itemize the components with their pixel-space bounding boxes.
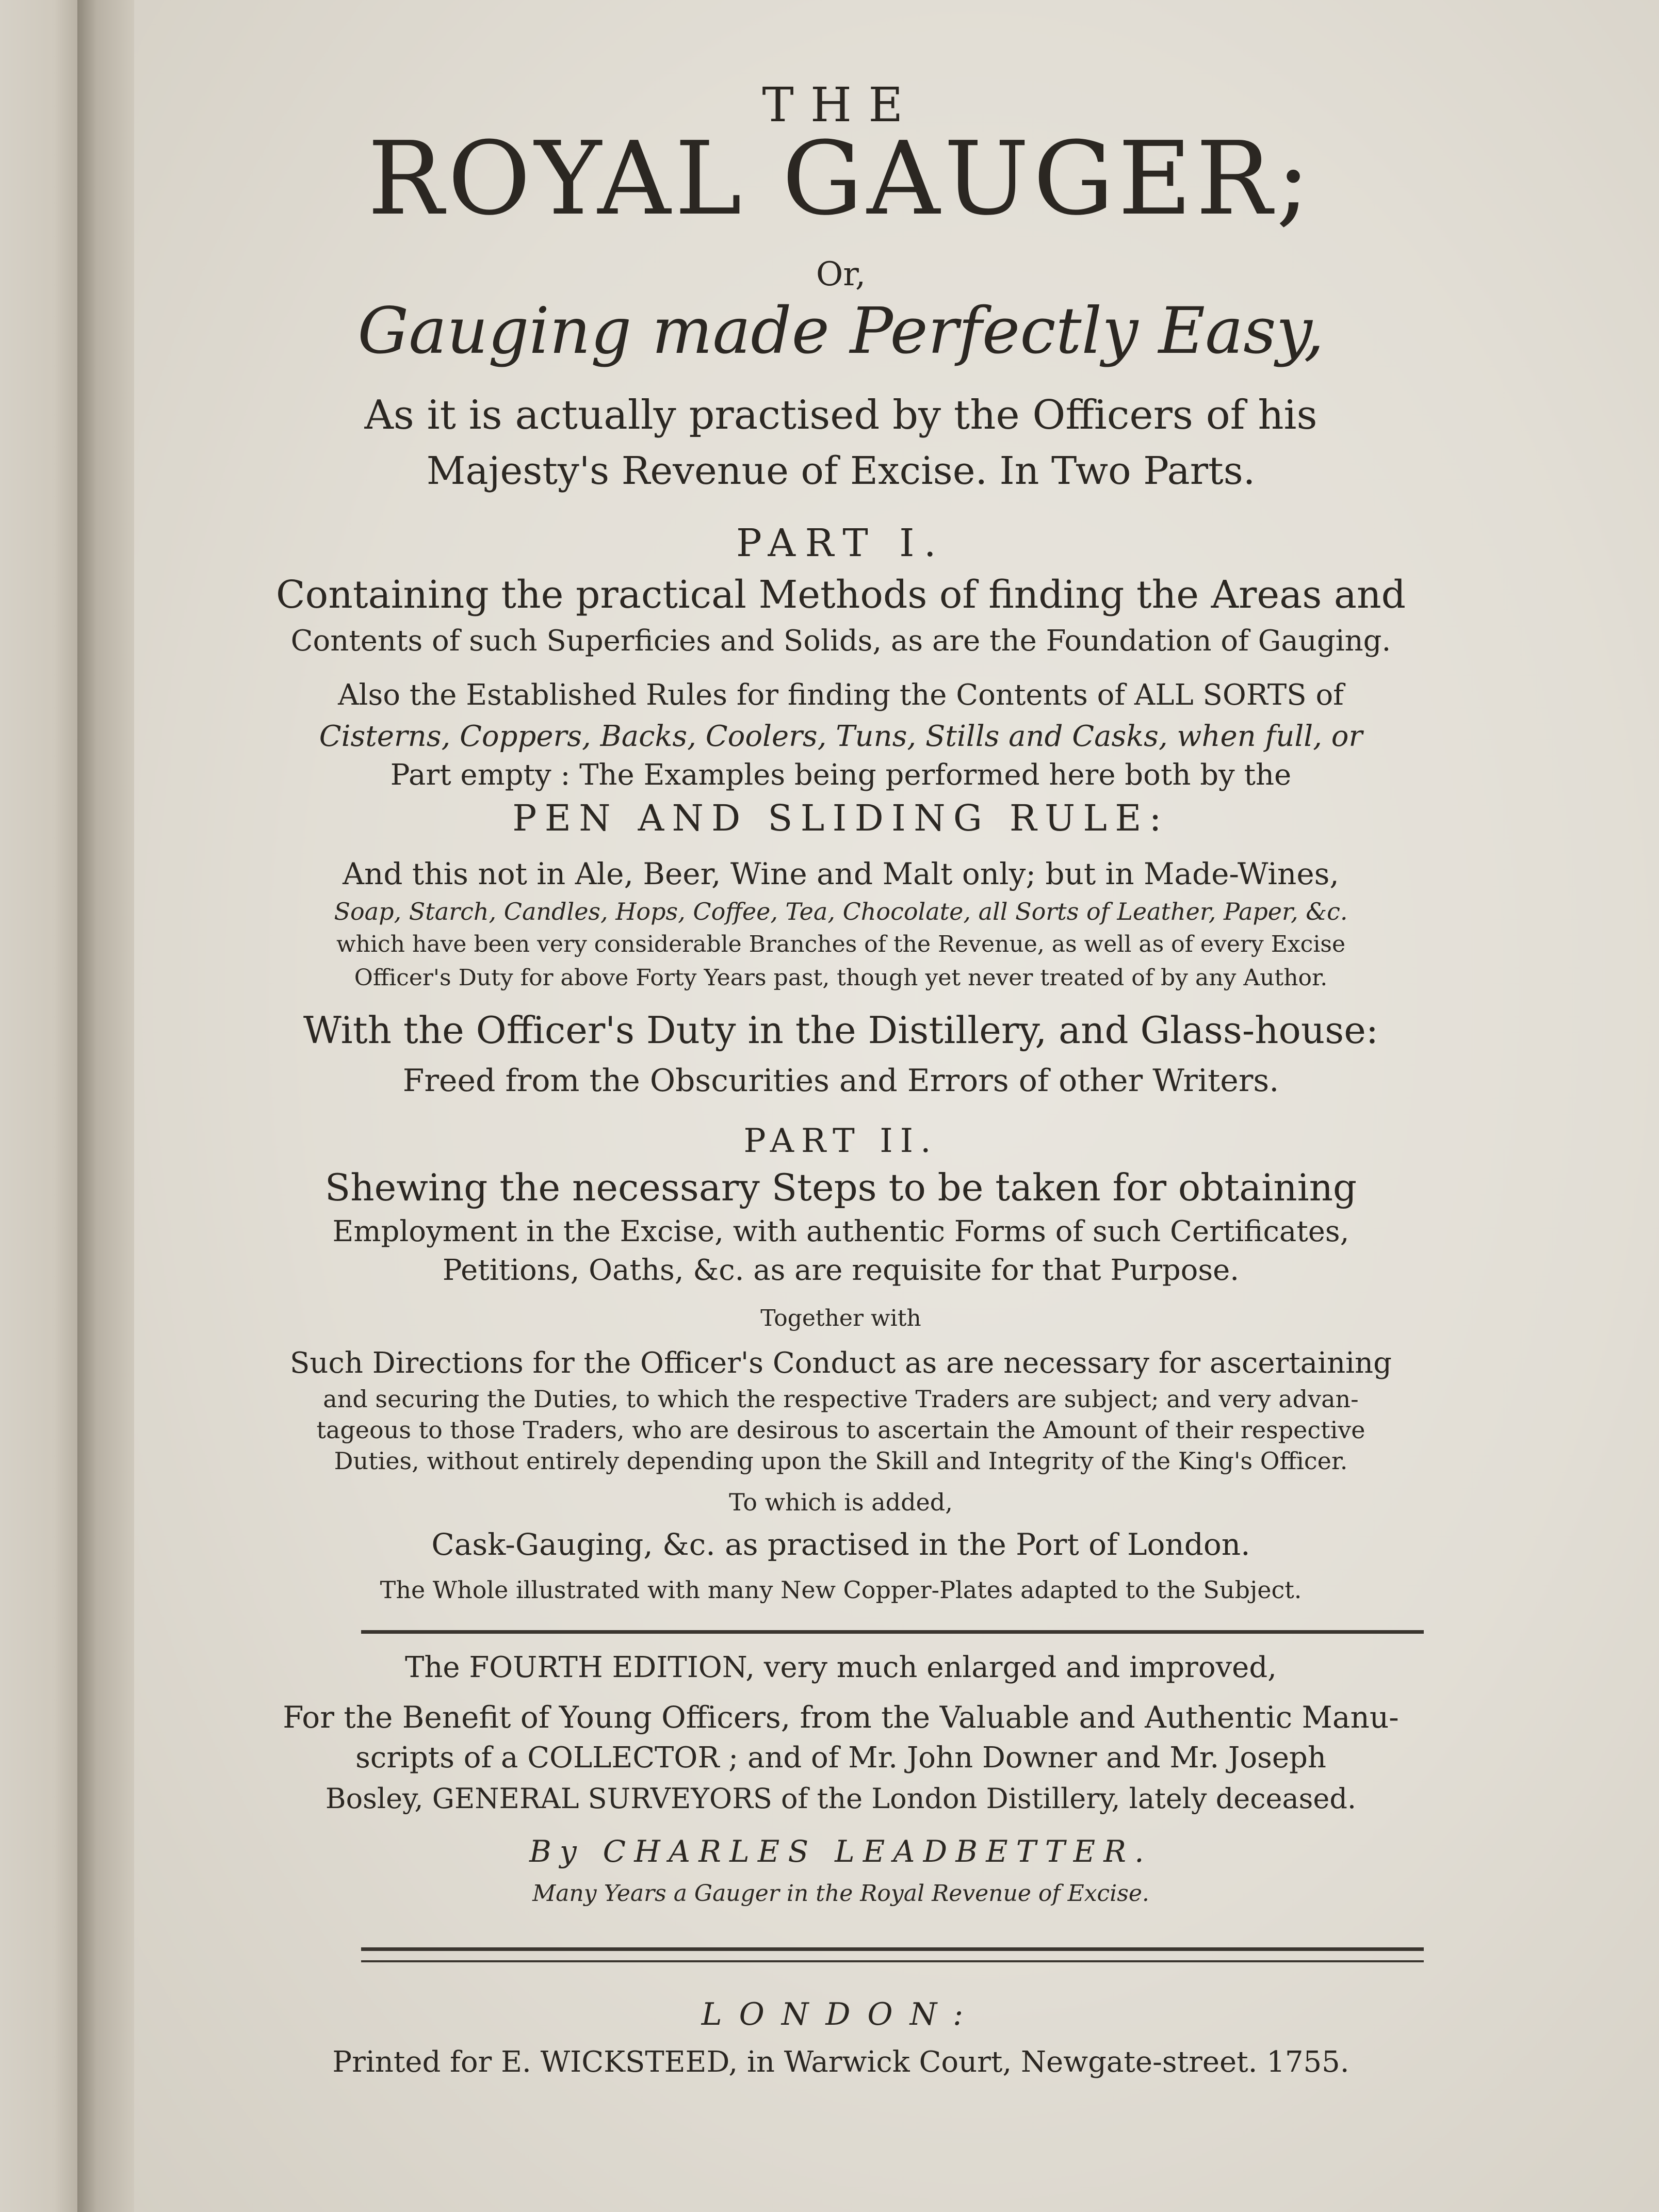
- cask-gauging-line: Cask-Gauging, &c. as practised in the Port of London.: [431, 1527, 1250, 1562]
- left-facing-page: [0, 0, 77, 2212]
- double-rule-bottom: [361, 1960, 1424, 1962]
- part-1-p4-line-1: With the Officer's Duty in the Distillery, and Glass-house:: [303, 1009, 1379, 1052]
- title-the: THE: [762, 77, 920, 133]
- part-1-p3-line-4: Officer's Duty for above Forty Years past, though yet never treated of by any Author.: [354, 965, 1328, 991]
- part-1-p2-line-3: Part empty : The Examples being performed here both by the: [390, 758, 1292, 792]
- subtitle: Gauging made Perfectly Easy,: [357, 294, 1324, 368]
- title-or: Or,: [816, 255, 866, 294]
- part-2-p2-line-3: tageous to those Traders, who are desirous to ascertain the Amount of their respective: [316, 1416, 1365, 1444]
- part-1-p2-line-2: Cisterns, Coppers, Backs, Coolers, Tuns, Stills and Casks, when full, or: [319, 720, 1363, 753]
- edition-line-3: scripts of a COLLECTOR ; and of Mr. John Downer and Mr. Joseph: [355, 1741, 1326, 1775]
- part-1-p1-line-1: Containing the practical Methods of finding the Areas and: [276, 573, 1406, 617]
- book-gutter: [77, 0, 134, 2212]
- part-2-heading: PART II.: [743, 1122, 938, 1160]
- imprint-printer: Printed for E. WICKSTEED, in Warwick Court, Newgate-street. 1755.: [332, 2045, 1349, 2079]
- part-1-p3-line-2: Soap, Starch, Candles, Hops, Coffee, Tea, Chocolate, all Sorts of Leather, Paper, &c.: [334, 898, 1348, 925]
- part-2-p2-line-4: Duties, without entirely depending upon the Skill and Integrity of the King's Officer.: [334, 1447, 1348, 1475]
- double-rule-top: [361, 1947, 1424, 1951]
- edition-line-2: For the Benefit of Young Officers, from the Valuable and Authentic Manu-: [283, 1700, 1399, 1735]
- to-which-is-added: To which is added,: [729, 1488, 953, 1516]
- together-with: Together with: [760, 1305, 921, 1331]
- pen-and-sliding-rule: PEN AND SLIDING RULE:: [512, 797, 1169, 839]
- author-description: Many Years a Gauger in the Royal Revenue of Excise.: [532, 1880, 1149, 1907]
- edition-line-1: The FOURTH EDITION, very much enlarged and improved,: [405, 1651, 1277, 1684]
- divider-rule: [361, 1630, 1424, 1634]
- part-2-p1-line-2: Employment in the Excise, with authentic Forms of such Certificates,: [332, 1215, 1349, 1248]
- imprint-place: LONDON:: [701, 1996, 981, 2032]
- part-1-p3-line-3: which have been very considerable Branches of the Revenue, as well as of every Excise: [336, 931, 1346, 957]
- part-2-p1-line-1: Shewing the necessary Steps to be taken for obtaining: [324, 1166, 1357, 1209]
- main-title: ROYAL GAUGER;: [367, 120, 1314, 238]
- whole-illustrated-line: The Whole illustrated with many New Copper-Plates adapted to the Subject.: [380, 1576, 1302, 1604]
- part-1-heading: PART I.: [736, 521, 946, 565]
- author-line: By CHARLES LEADBETTER.: [529, 1834, 1152, 1869]
- part-1-p2-line-1: Also the Established Rules for finding the Contents of ALL SORTS of: [338, 678, 1344, 712]
- intro-line-2: Majesty's Revenue of Excise. In Two Parts.: [426, 449, 1256, 493]
- part-1-p4-line-2: Freed from the Obscurities and Errors of other Writers.: [402, 1063, 1279, 1099]
- part-1-p3-line-1: And this not in Ale, Beer, Wine and Malt only; but in Made-Wines,: [343, 856, 1339, 891]
- part-1-p1-line-2: Contents of such Superficies and Solids, as are the Foundation of Gauging.: [290, 624, 1391, 658]
- edition-line-4: Bosley, GENERAL SURVEYORS of the London Distillery, lately deceased.: [325, 1782, 1357, 1815]
- part-2-p2-line-1: Such Directions for the Officer's Conduct as are necessary for ascertaining: [290, 1346, 1392, 1380]
- intro-line-1: As it is actually practised by the Officers of his: [364, 392, 1318, 438]
- part-2-p1-line-3: Petitions, Oaths, &c. as are requisite for that Purpose.: [442, 1254, 1240, 1287]
- part-2-p2-line-2: and securing the Duties, to which the respective Traders are subject; and very advan-: [323, 1385, 1359, 1413]
